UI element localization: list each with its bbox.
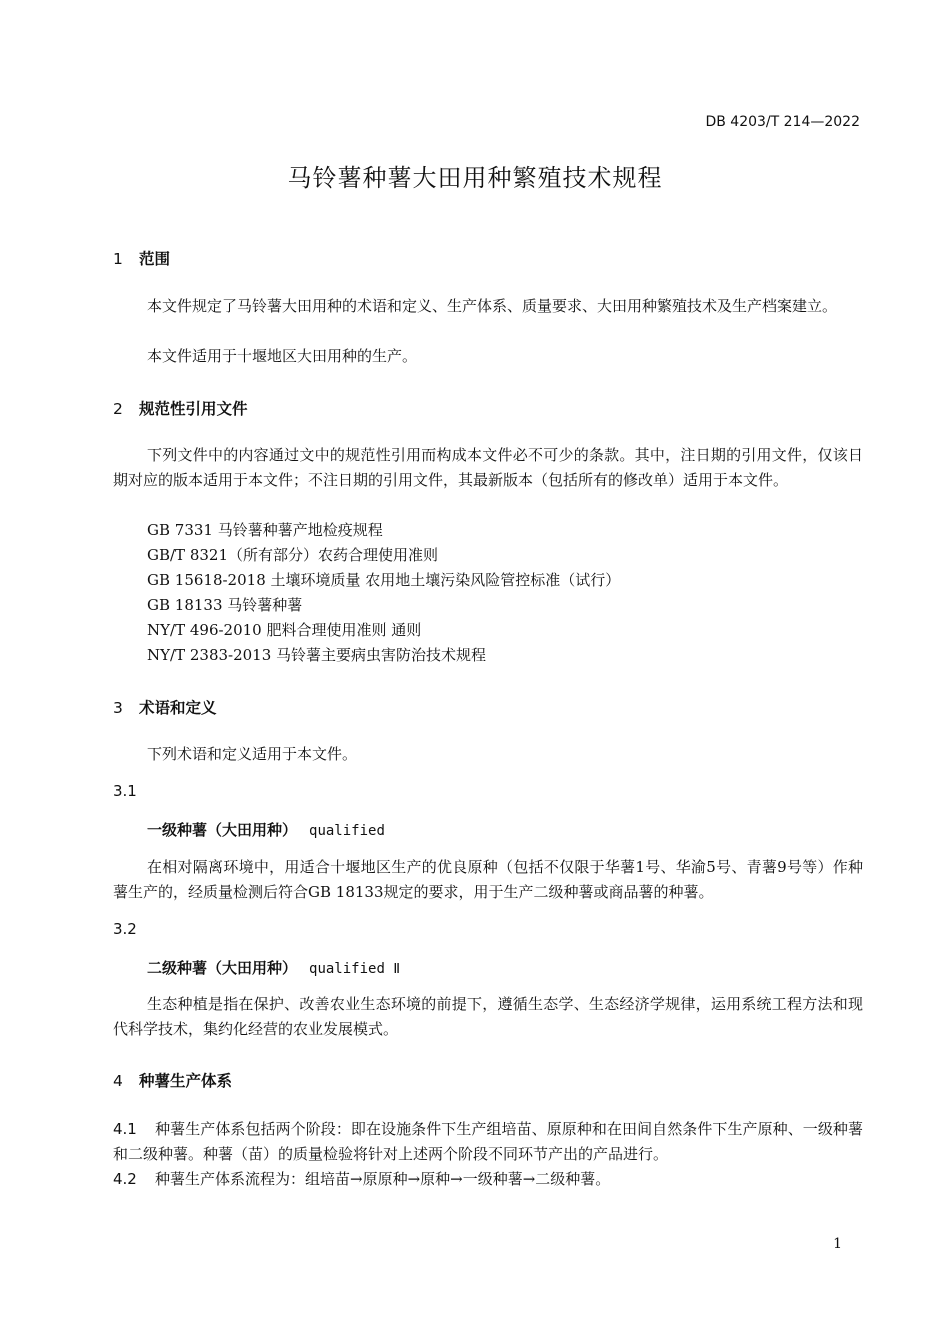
section-1-paragraph-1: 本文件规定了马铃薯大田用种的术语和定义、生产体系、质量要求、大田用种繁殖技术及生产档案建立。 [147,297,838,315]
reference-item: GB/T 8321（所有部分）农药合理使用准则 [147,546,439,564]
clause-4-1 [113,1117,863,1167]
section-title: 规范性引用文件 [139,400,248,418]
section-1-paragraph-2: 本文件适用于十堰地区大田用种的生产。 [147,347,418,365]
reference-item: NY/T 2383-2013 马铃薯主要病虫害防治技术规程 [147,646,487,664]
clause-4-2 [113,1167,863,1192]
term-3-1-number: 3.1 [113,782,137,800]
clause-number: 4.2 [113,1170,137,1188]
section-3-heading [113,696,217,718]
term-3-2-number: 3.2 [113,920,137,938]
reference-item: GB 7331 马铃薯种薯产地检疫规程 [147,521,383,539]
reference-item: NY/T 496-2010 肥料合理使用准则 通则 [147,621,422,639]
clause-number: 4.1 [113,1120,137,1138]
section-number: 3 [113,699,123,717]
clause-text: 种薯生产体系流程为：组培苗→原原种→原种→一级种薯→二级种薯。 [155,1170,611,1188]
reference-item: GB 15618-2018 土壤环境质量 农用地土壤污染风险管控标准（试行） [147,571,621,589]
section-2-paragraph-1: 下列文件中的内容通过文中的规范性引用而构成本文件必不可少的条款。其中，注日期的引用文件，仅该日期对应的版本适用于本文件；不注日期的引用文件，其最新版本（包括所有的修改单）适用于本文件。 [113,446,863,489]
page-number: 1 [833,1236,842,1252]
document-title: 马铃薯种薯大田用种繁殖技术规程 [287,164,663,192]
clause-text: 种薯生产体系包括两个阶段：即在设施条件下生产组培苗、原原种和在田间自然条件下生产原种、一级种薯和二级种薯。种薯（苗）的质量检验将针对上述两个阶段不同环节产出的产品进行。 [113,1120,863,1163]
section-4-heading [113,1069,232,1091]
term-english: qualified Ⅱ [309,961,401,977]
reference-item: GB 18133 马铃薯种薯 [147,596,303,614]
section-3-paragraph-1: 下列术语和定义适用于本文件。 [147,745,358,763]
section-number: 1 [113,250,123,268]
section-title: 种薯生产体系 [139,1072,233,1090]
term-3-2-heading [147,957,400,978]
section-number: 2 [113,400,123,418]
term-3-1-heading [147,819,385,840]
term-3-2-definition: 生态种植是指在保护、改善农业生态环境的前提下，遵循生态学、生态经济学规律，运用系统工程方法和现代科学技术，集约化经营的农业发展模式。 [113,995,863,1038]
term-english: qualified [309,823,385,839]
term-name: 一级种薯（大田用种） [147,821,298,839]
section-2-heading [113,397,248,419]
document-code: DB 4203/T 214—2022 [705,114,860,130]
section-number: 4 [113,1072,123,1090]
term-name: 二级种薯（大田用种） [147,959,298,977]
section-title: 术语和定义 [139,699,217,717]
section-title: 范围 [139,250,171,268]
term-3-1-definition: 在相对隔离环境中，用适合十堰地区生产的优良原种（包括不仅限于华薯1号、华渝5号、青薯9号等）作种薯生产的，经质量检测后符合GB 18133规定的要求，用于生产二级种薯或商品薯的种薯。 [113,858,863,901]
section-1-heading [113,247,170,269]
